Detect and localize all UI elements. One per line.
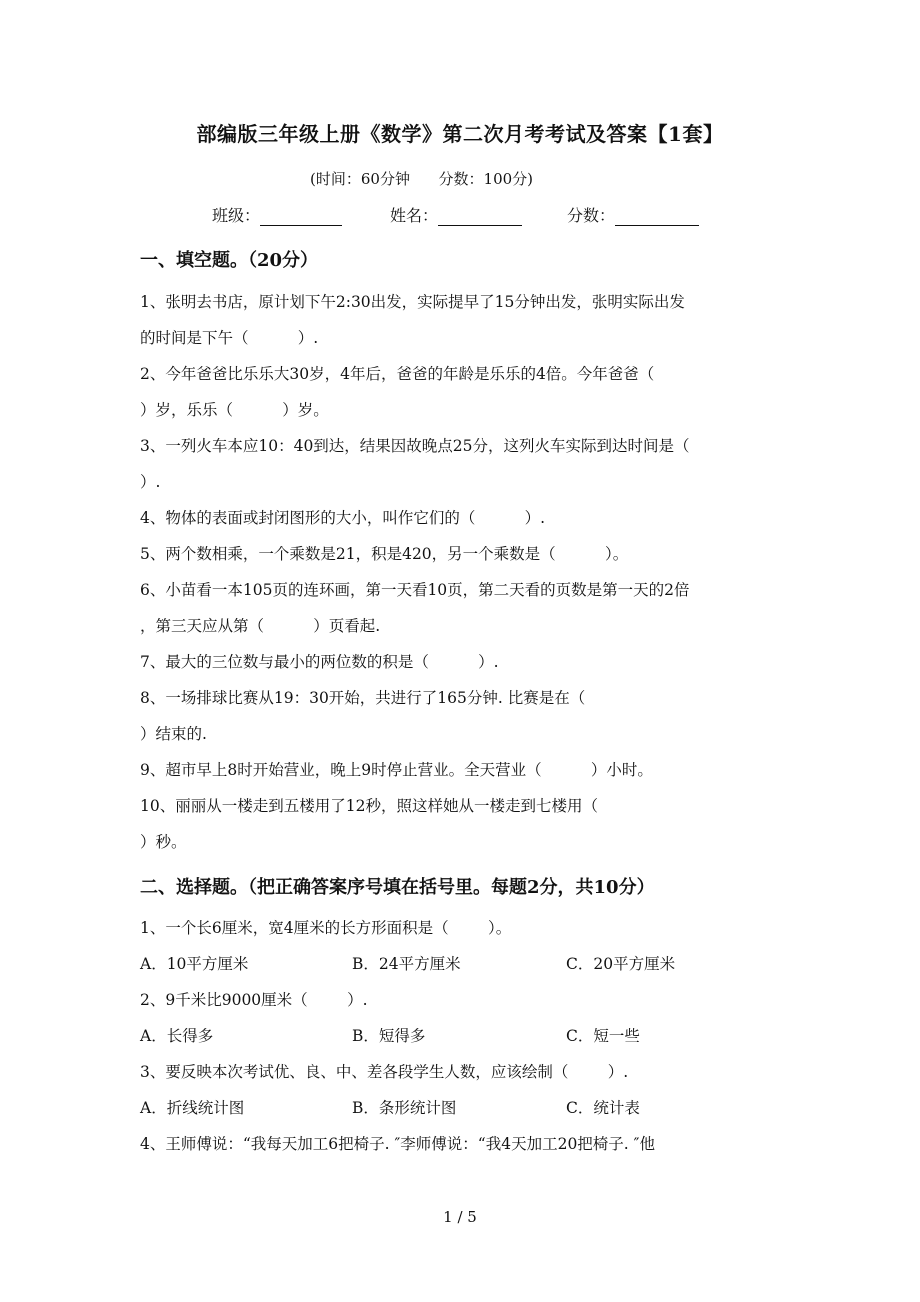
- name-blank: [438, 209, 522, 226]
- choice-option: B．24平方厘米: [352, 955, 461, 973]
- question-line: ）结束的.: [140, 725, 207, 743]
- score-blank: [615, 209, 699, 226]
- choice-option: C．短一些: [566, 1027, 640, 1045]
- choice-question: 2、9千米比9000厘米（ ）.: [140, 991, 368, 1009]
- class-label: 班级：: [212, 206, 261, 225]
- choice-option: A．折线统计图: [140, 1099, 245, 1117]
- choice-option: C．统计表: [566, 1099, 640, 1117]
- class-field: [212, 203, 342, 226]
- choice-question: 4、王师傅说：“我每天加工6把椅子. ″李师傅说：“我4天加工20把椅子. ″他: [140, 1135, 655, 1153]
- question-line: 1、张明去书店，原计划下午2:30出发，实际提早了15分钟出发，张明实际出发: [140, 293, 685, 311]
- question-line: ，第三天应从第（ ）页看起.: [140, 617, 381, 635]
- score-field: [567, 203, 699, 226]
- question-line: ）岁，乐乐（ ）岁。: [140, 401, 329, 419]
- question-line: 6、小苗看一本105页的连环画，第一天看10页，第二天看的页数是第一天的2倍: [140, 581, 690, 599]
- section-heading-fill: 一、填空题。（20分）: [140, 250, 319, 271]
- choice-option: B．短得多: [352, 1027, 426, 1045]
- name-field: [390, 203, 522, 226]
- page-number: 1 / 5: [443, 1208, 477, 1226]
- choice-question: 3、要反映本次考试优、良、中、差各段学生人数，应该绘制（ ）.: [140, 1063, 629, 1081]
- question-line: 7、最大的三位数与最小的两位数的积是（ ）.: [140, 653, 499, 671]
- choice-option: B．条形统计图: [352, 1099, 457, 1117]
- question-line: 9、超市早上8时开始营业，晚上9时停止营业。全天营业（ ）小时。: [140, 761, 653, 779]
- exam-title: 部编版三年级上册《数学》第二次月考考试及答案【1套】: [196, 122, 724, 146]
- class-blank: [260, 209, 342, 226]
- question-line: 的时间是下午（ ）.: [140, 329, 319, 347]
- choice-question: 1、一个长6厘米，宽4厘米的长方形面积是（ ）。: [140, 919, 512, 937]
- score-label: 分数：: [567, 206, 616, 225]
- question-line: 8、一场排球比赛从19：30开始，共进行了165分钟. 比赛是在（: [140, 689, 586, 707]
- choice-option: A．长得多: [140, 1027, 214, 1045]
- section-heading-choice: 二、选择题。（把正确答案序号填在括号里。每题2分，共10分）: [140, 877, 655, 898]
- choice-option: C．20平方厘米: [566, 955, 676, 973]
- question-line: ）.: [140, 473, 161, 491]
- question-line: 4、物体的表面或封闭图形的大小，叫作它们的（ ）.: [140, 509, 546, 527]
- question-line: 2、今年爸爸比乐乐大30岁，4年后，爸爸的年龄是乐乐的4倍。今年爸爸（: [140, 365, 655, 383]
- exam-subtitle: (时间：60分钟 分数：100分): [310, 170, 534, 188]
- name-label: 姓名：: [390, 206, 439, 225]
- choice-option: A．10平方厘米: [140, 955, 249, 973]
- question-line: 3、一列火车本应10：40到达，结果因故晚点25分，这列火车实际到达时间是（: [140, 437, 690, 455]
- question-line: 5、两个数相乘，一个乘数是21，积是420，另一个乘数是（ ）。: [140, 545, 629, 563]
- question-line: ）秒。: [140, 833, 187, 851]
- question-line: 10、丽丽从一楼走到五楼用了12秒，照这样她从一楼走到七楼用（: [140, 797, 598, 815]
